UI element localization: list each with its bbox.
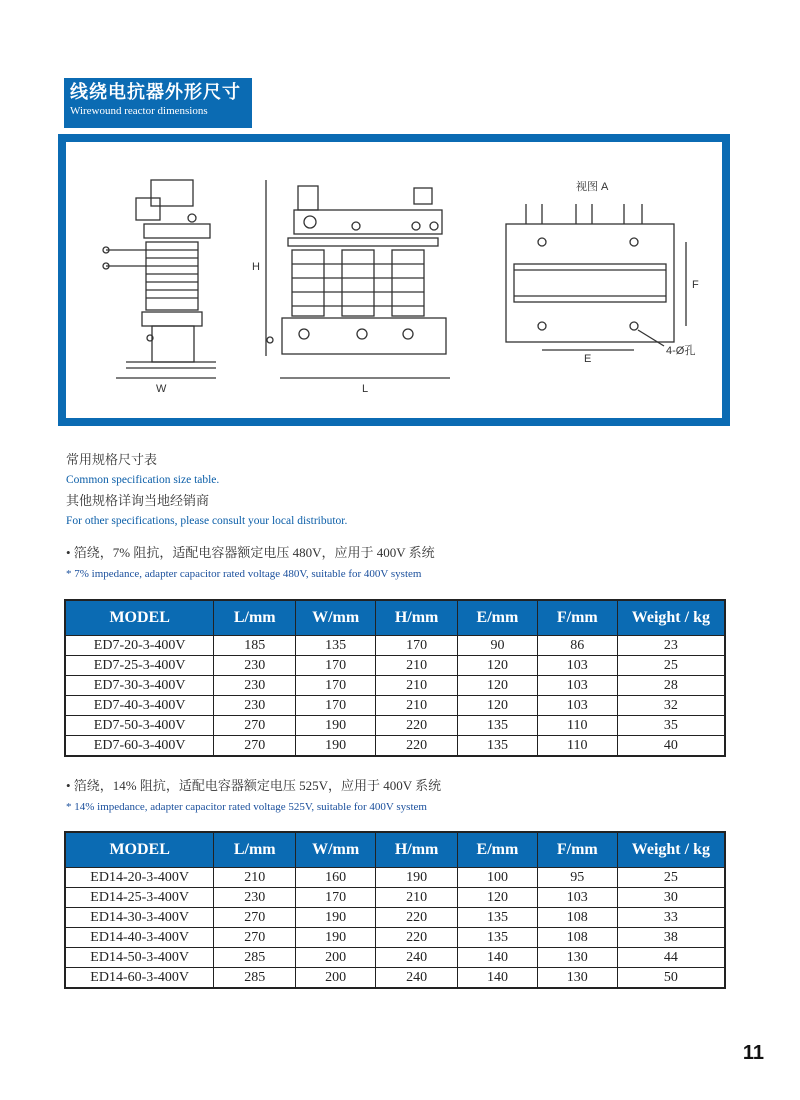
model-cell: ED14-30-3-400V: [65, 908, 214, 928]
value-cell: 23: [617, 636, 725, 656]
table-row: [65, 888, 725, 908]
value-cell: 170: [296, 656, 376, 676]
intro-line2-zh: 其他规格详询当地经销商: [66, 493, 210, 508]
table-row: [65, 736, 725, 757]
spec-table-14pct: [64, 831, 726, 989]
value-cell: 190: [296, 716, 376, 736]
column-header: H/mm: [376, 600, 458, 636]
column-header: W/mm: [296, 600, 376, 636]
value-cell: 210: [376, 656, 458, 676]
column-header: F/mm: [537, 600, 617, 636]
section-title-box: [64, 78, 252, 128]
value-cell: 35: [617, 716, 725, 736]
side-view-drawing: [103, 180, 216, 378]
value-cell: 230: [214, 676, 296, 696]
value-cell: 210: [376, 888, 458, 908]
value-cell: 95: [537, 868, 617, 888]
value-cell: 185: [214, 636, 296, 656]
value-cell: 270: [214, 716, 296, 736]
value-cell: 190: [296, 908, 376, 928]
model-cell: ED14-25-3-400V: [65, 888, 214, 908]
value-cell: 40: [617, 736, 725, 757]
top-view-drawing: [506, 204, 686, 350]
value-cell: 190: [376, 868, 458, 888]
value-cell: 32: [617, 696, 725, 716]
column-header: L/mm: [214, 600, 296, 636]
view-a-label: 视图 A: [576, 181, 609, 193]
value-cell: 110: [537, 716, 617, 736]
value-cell: 28: [617, 676, 725, 696]
value-cell: 130: [537, 968, 617, 989]
value-cell: 270: [214, 928, 296, 948]
column-header: H/mm: [376, 832, 458, 868]
column-header: Weight / kg: [617, 600, 725, 636]
reactor-drawings: [66, 142, 722, 418]
value-cell: 170: [376, 636, 458, 656]
value-cell: 135: [458, 928, 538, 948]
table-row: [65, 696, 725, 716]
intro-line1-en: Common specification size table.: [66, 474, 220, 486]
value-cell: 230: [214, 656, 296, 676]
value-cell: 120: [458, 888, 538, 908]
value-cell: 44: [617, 948, 725, 968]
value-cell: 135: [458, 716, 538, 736]
table-row: [65, 968, 725, 989]
section1-note-zh: • 箔绕，7% 阻抗，适配电容器额定电压 480V，应用于 400V 系统: [66, 545, 435, 560]
value-cell: 135: [458, 736, 538, 757]
value-cell: 200: [296, 948, 376, 968]
value-cell: 220: [376, 736, 458, 757]
dim-label-e: E: [584, 353, 592, 365]
value-cell: 135: [296, 636, 376, 656]
table-row: [65, 676, 725, 696]
dim-label-w: W: [156, 383, 167, 395]
section2-note-en: * 14% impedance, adapter capacitor rated voltage 525V, suitable for 400V system: [66, 801, 427, 813]
table-row: [65, 636, 725, 656]
value-cell: 100: [458, 868, 538, 888]
value-cell: 108: [537, 908, 617, 928]
value-cell: 140: [458, 968, 538, 989]
value-cell: 190: [296, 736, 376, 757]
value-cell: 230: [214, 888, 296, 908]
front-view-drawing: [266, 180, 450, 378]
value-cell: 220: [376, 928, 458, 948]
value-cell: 220: [376, 716, 458, 736]
value-cell: 120: [458, 696, 538, 716]
table-row: [65, 868, 725, 888]
value-cell: 90: [458, 636, 538, 656]
value-cell: 33: [617, 908, 725, 928]
model-cell: ED14-40-3-400V: [65, 928, 214, 948]
value-cell: 110: [537, 736, 617, 757]
value-cell: 50: [617, 968, 725, 989]
value-cell: 135: [458, 908, 538, 928]
value-cell: 25: [617, 656, 725, 676]
page-number: 11: [742, 1042, 764, 1064]
model-cell: ED14-50-3-400V: [65, 948, 214, 968]
table-row: [65, 948, 725, 968]
value-cell: 38: [617, 928, 725, 948]
model-cell: ED7-20-3-400V: [65, 636, 214, 656]
title-en: Wirewound reactor dimensions: [70, 105, 208, 117]
table-header-row: [65, 832, 725, 868]
value-cell: 270: [214, 736, 296, 757]
column-header: W/mm: [296, 832, 376, 868]
value-cell: 170: [296, 888, 376, 908]
dim-label-f: F: [692, 279, 699, 291]
value-cell: 240: [376, 968, 458, 989]
value-cell: 120: [458, 676, 538, 696]
model-cell: ED7-30-3-400V: [65, 676, 214, 696]
value-cell: 210: [376, 676, 458, 696]
value-cell: 270: [214, 908, 296, 928]
value-cell: 170: [296, 696, 376, 716]
intro-line2-en: For other specifications, please consult your local distributor.: [66, 515, 348, 527]
model-cell: ED7-50-3-400V: [65, 716, 214, 736]
value-cell: 140: [458, 948, 538, 968]
dim-label-h: H: [252, 261, 260, 273]
value-cell: 190: [296, 928, 376, 948]
dimension-figure: [66, 142, 722, 418]
intro-line1-zh: 常用规格尺寸表: [66, 452, 158, 467]
value-cell: 160: [296, 868, 376, 888]
value-cell: 285: [214, 948, 296, 968]
table-row: [65, 928, 725, 948]
model-cell: ED7-25-3-400V: [65, 656, 214, 676]
section2-note-zh: • 箔绕，14% 阻抗，适配电容器额定电压 525V，应用于 400V 系统: [66, 778, 442, 793]
value-cell: 170: [296, 676, 376, 696]
value-cell: 230: [214, 696, 296, 716]
table-header-row: [65, 600, 725, 636]
value-cell: 240: [376, 948, 458, 968]
column-header: MODEL: [65, 600, 214, 636]
value-cell: 25: [617, 868, 725, 888]
value-cell: 285: [214, 968, 296, 989]
title-zh: 线绕电抗器外形尺寸: [70, 82, 241, 102]
table-row: [65, 716, 725, 736]
column-header: Weight / kg: [617, 832, 725, 868]
value-cell: 103: [537, 696, 617, 716]
value-cell: 200: [296, 968, 376, 989]
table-row: [65, 908, 725, 928]
value-cell: 130: [537, 948, 617, 968]
value-cell: 103: [537, 676, 617, 696]
value-cell: 86: [537, 636, 617, 656]
column-header: MODEL: [65, 832, 214, 868]
table-row: [65, 656, 725, 676]
column-header: F/mm: [537, 832, 617, 868]
section1-note-en: * 7% impedance, adapter capacitor rated voltage 480V, suitable for 400V system: [66, 568, 422, 580]
model-cell: ED7-40-3-400V: [65, 696, 214, 716]
value-cell: 108: [537, 928, 617, 948]
value-cell: 120: [458, 656, 538, 676]
holes-label: 4-Ø孔: [666, 345, 696, 357]
value-cell: 220: [376, 908, 458, 928]
value-cell: 210: [376, 696, 458, 716]
value-cell: 103: [537, 656, 617, 676]
dim-label-l: L: [362, 383, 369, 395]
column-header: E/mm: [458, 600, 538, 636]
value-cell: 210: [214, 868, 296, 888]
column-header: L/mm: [214, 832, 296, 868]
model-cell: ED14-20-3-400V: [65, 868, 214, 888]
dimension-figure-frame: [58, 134, 730, 426]
model-cell: ED14-60-3-400V: [65, 968, 214, 989]
value-cell: 103: [537, 888, 617, 908]
spec-table-7pct: [64, 599, 726, 757]
column-header: E/mm: [458, 832, 538, 868]
model-cell: ED7-60-3-400V: [65, 736, 214, 757]
value-cell: 30: [617, 888, 725, 908]
